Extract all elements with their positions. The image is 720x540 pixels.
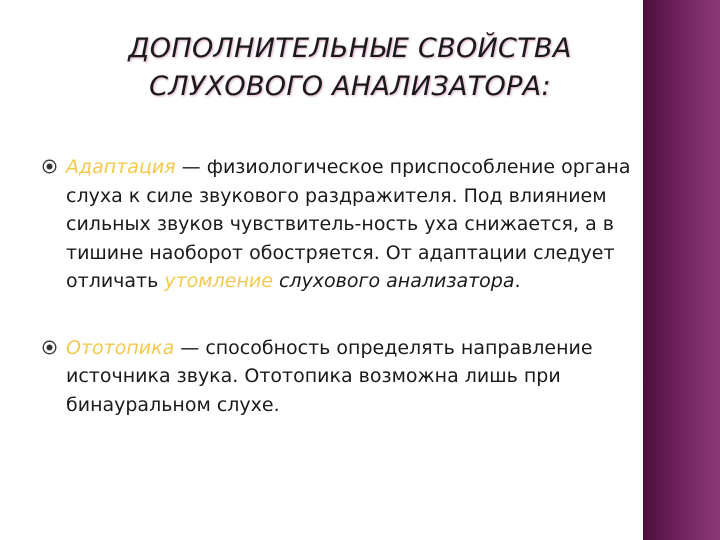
bullet-text: — способность определять направление источника звука. Ототопика возможна лишь при бинауральном слухе. — [66, 336, 593, 416]
bullet-text: — физиологическое приспособление органа слуха к силе звукового раздражителя. Под влиянием сильных звуков чувствитель-ность уха снижается, а в тишине наоборот обостряется. От адаптации следует отличать — [66, 156, 631, 292]
bullet-item-adaptation — [42, 153, 692, 296]
bullet-text-italic: слухового анализатора — [272, 270, 515, 292]
bullet-item-ototopics — [42, 334, 692, 420]
term-ototopics: Ототопика — [66, 336, 175, 359]
title-line-1: ДОПОЛНИТЕЛЬНЫЕ СВОЙСТВА — [128, 33, 572, 64]
term-fatigue: утомление — [164, 270, 273, 292]
title-line-2: СЛУХОВОГО АНАЛИЗАТОРА: — [149, 71, 551, 102]
bullet-text-end: . — [514, 270, 521, 292]
circle-bullet-icon — [42, 340, 57, 355]
bullet-list — [42, 153, 692, 457]
term-adaptation: Адаптация — [66, 156, 176, 178]
slide-title — [60, 30, 640, 106]
circle-bullet-icon — [42, 159, 57, 174]
